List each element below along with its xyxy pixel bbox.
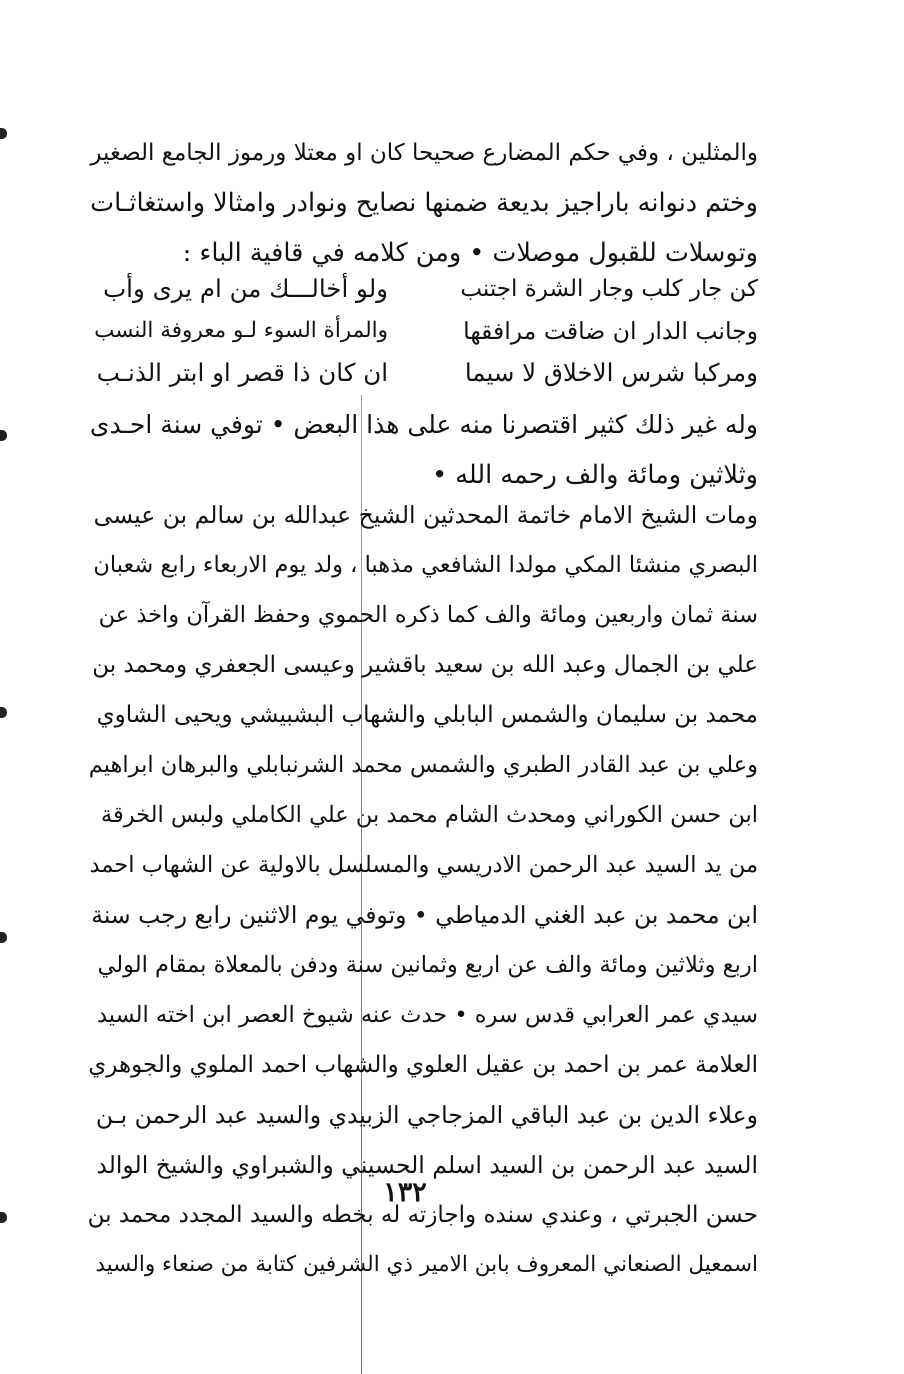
text-line: سنة ثمان واربعين ومائة والف كما ذكره الحموي وحفظ القرآن واخذ عن bbox=[98, 602, 758, 628]
edge-binding-mark bbox=[0, 1212, 7, 1223]
verse-first-hemistich: ومركبا شرس الاخلاق لا سيما bbox=[464, 358, 758, 387]
text-line: ابن حسن الكوراني ومحدث الشام محمد بن علي الكاملي ولبس الخرقة bbox=[100, 802, 758, 828]
verse-first-hemistich: وجانب الدار ان ضاقت مرافقها bbox=[463, 317, 758, 345]
poem-verse bbox=[88, 310, 758, 352]
text-line: اربع وثلاثين ومائة والف عن اربع وثمانين سنة ودفن بالمعلاة بمقام الولي bbox=[97, 952, 758, 978]
text-line: والمثلين ، وفي حكم المضارع صحيحا كان او معتلا ورموز الجامع الصغير bbox=[90, 140, 758, 166]
edge-binding-mark bbox=[0, 932, 7, 943]
text-line: وتوسلات للقبول موصلات • ومن كلامه في قافية الباء : bbox=[182, 238, 758, 268]
text-line: العلامة عمر بن احمد بن عقيل العلوي والشهاب احمد الملوي والجوهري bbox=[88, 1052, 758, 1078]
verse-first-hemistich: كن جار كلب وجار الشرة اجتنب bbox=[460, 276, 758, 302]
text-line: البصري منشئا المكي مولدا الشافعي مذهبا ، ولد يوم الاربعاء رابع شعبان bbox=[93, 552, 758, 578]
edge-binding-mark bbox=[0, 128, 7, 139]
text-line: محمد بن سليمان والشمس البابلي والشهاب البشبيشي ويحيى الشاوي bbox=[96, 702, 758, 728]
verse-second-hemistich: ولو أخالـــك من ام يرى وأب bbox=[103, 274, 388, 303]
text-line: وعلاء الدين بن عبد الباقي المزجاجي الزبيدي والسيد عبد الرحمن بـن bbox=[95, 1101, 758, 1129]
closing-paragraph bbox=[88, 400, 758, 500]
edge-binding-mark bbox=[0, 707, 7, 718]
text-line: وعلي بن عبد القادر الطبري والشمس محمد الشرنبابلي والبرهان ابراهيم bbox=[88, 752, 758, 778]
poem-verse bbox=[88, 352, 758, 394]
poem-verse bbox=[88, 268, 758, 310]
text-line: السيد عبد الرحمن بن السيد اسلم الحسيني والشبراوي والشيخ الوالد bbox=[96, 1151, 758, 1179]
text-line: وثلاثين ومائة والف رحمه الله • bbox=[432, 460, 758, 490]
text-line: حسن الجبرتي ، وعندي سنده واجازته له بخطه والسيد المجدد محمد بن bbox=[87, 1202, 758, 1228]
biography-paragraph bbox=[88, 490, 758, 1290]
text-line: وله غير ذلك كثير اقتصرنا منه على هذا البعض • توفي سنة احـدى bbox=[89, 410, 758, 439]
intro-paragraph bbox=[88, 128, 758, 278]
page-number: ١٣٢ bbox=[383, 1177, 427, 1208]
text-line: وختم دنوانه باراجيز بديعة ضمنها نصايح ونوادر وامثالا واستغاثـات bbox=[90, 188, 758, 218]
text-line: من يد السيد عبد الرحمن الادريسي والمسلسل بالاولية عن الشهاب احمد bbox=[89, 852, 758, 878]
edge-binding-mark bbox=[0, 430, 7, 441]
text-line: سيدي عمر العرابي قدس سره • حدث عنه شيوخ العصر ابن اخته السيد bbox=[96, 1002, 758, 1028]
verse-second-hemistich: والمرأة السوء لـو معروفة النسب bbox=[94, 318, 388, 343]
text-line: ومات الشيخ الامام خاتمة المحدثين الشيخ عبدالله بن سالم بن عيسى bbox=[93, 501, 758, 529]
poem-block bbox=[88, 268, 758, 394]
text-line: ابن محمد بن عبد الغني الدمياطي • وتوفي يوم الاثنين رابع رجب سنة bbox=[91, 901, 758, 929]
text-line: اسمعيل الصنعاني المعروف بابن الامير ذي الشرفين كتابة من صنعاء والسيد bbox=[95, 1252, 758, 1277]
text-line: علي بن الجمال وعبد الله بن سعيد باقشير وعيسى الجعفري ومحمد بن bbox=[92, 652, 758, 678]
verse-second-hemistich: ان كان ذا قصر او ابتر الذنـب bbox=[96, 358, 388, 387]
